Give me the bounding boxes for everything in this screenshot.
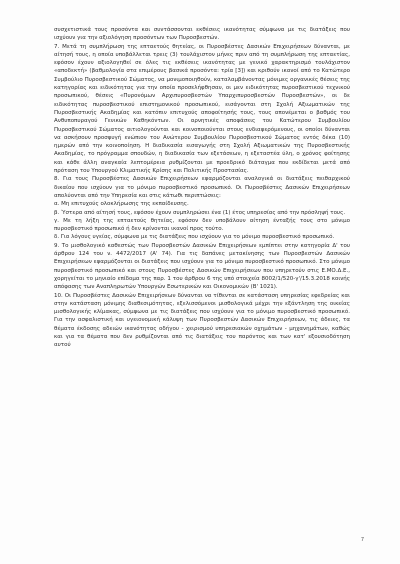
paragraph: γ. Με τη λήξη της επταετούς θητείας, εφόσον δεν υποβάλουν αίτηση ένταξής τους στο μόνιμο πυροσβεστικό προσωπικό ή δεν κρίνονται ικανοί προς τούτο. (54, 217, 350, 233)
paragraph: α. Μη επιτυχούς ολοκλήρωσης της εκπαίδευσης. (54, 201, 189, 208)
paragraph: δ. Για λόγους υγείας, σύμφωνα με τις διατάξεις που ισχύουν για το μόνιμο πυροσβεστικό προσωπικό. (54, 234, 335, 241)
paragraph: 10. Οι Πυροσβέστες Δασικών Επιχειρήσεων δύνανται να τίθενται σε κατάσταση υπηρεσίας εφεδρείας και στην κατάσταση μόνιμης διαθεσιμότητας, εξελισσόμενοι μισθολογικά μέχρι την εξάντληση της οικείας μισθολογικής κλίμακας, σύμφωνα με τις διατάξεις που ισχύουν για το μόνιμο πυροσβεστικό προσωπικό. Για την ασφαλιστική και υγειονομική κάλυψη των Πυροσβεστών Δασικών Επιχειρήσεων, τις άδειες, τα θέματα έκδοσης αδειών ικανότητας οδήγου - χειρισμού υπηρεσιακών οχημάτων - μηχανημάτων, καθώς και για τα θέματα που δεν ρυθμίζονται από τις διατάξεις του παρόντος και των κατ' εξουσιοδότηση αυτού (54, 292, 350, 349)
paragraph: συσχετιστικά τους προσόντα και συντάσσονται εκθέσεις ικανότητας σύμφωνα με τις διατάξεις που ισχύουν για την αξιολόγηση προσόντων των Πυροσβεστών. (54, 27, 350, 42)
page-number: 7 (360, 537, 364, 543)
document-body (54, 26, 350, 350)
paragraph: 7. Μετά τη συμπλήρωση της επταετούς θητείας, οι Πυροσβέστες Δασικών Επιχειρήσεων δύνανται, με αίτησή τους, η οποία υποβάλλεται τρεις (3) τουλάχιστον μήνες πριν από τη συμπλήρωση της επταετίας, εφόσον έχουν αξιολογηθεί σε όλες τις εκθέσεις ικανότητας με γενικό χαρακτηρισμό τουλάχιστον «αποδεκτή» (βαθμολογία στα επιμέρους βασικά προσόντα: τρία [3]) και κριθούν ικανοί από το Κατώτερο Συμβούλιο Πυροσβεστικού Σώματος, να μονιμοποιηθούν, καταλαμβάνοντας μόνιμες οργανικές θέσεις της κατηγορίας και ειδικότητας για την οποία προσελήφθησαν, οι μεν ειδικότητας πυροσβεστικού τεχνικού προσωπικού, θέσεις «Πυρονόμων Αρχιπυροσβεστών Υπαρχιπυροσβεστών Πυροσβεστών», οι δε ειδικότητας πυροσβεστικού επιστημονικού προσωπικού, εισάγονται στη Σχολή Αξιωματικών της Πυροσβεστικής Ακαδημίας και κατόπιν επιτυχούς αποφοίτησής τους, τους απονέμεται ο βαθμός του Ανθυποπυραγού Γενικών Καθηκόντων. Οι αρνητικές αποφάσεις του Κατώτερου Συμβουλίου Πυροσβεστικού Σώματος αιτιολογούνται και κοινοποιούνται στους ενδιαφερόμενους, οι οποίοι δύνανται να ασκήσουν προσφυγή ενώπιον του Ανώτερου Συμβουλίου Πυροσβεστικού Σώματος εντός δέκα (10) ημερών από την κοινοποίηση. Η διαδικασία εισαγωγής στη Σχολή Αξιωματικών της Πυροσβεστικής Ακαδημίας, το πρόγραμμα σπουδών, η διαδικασία των εξετάσεων, η εξεταστέα ύλη, ο χρόνος φοίτησης και κάθε άλλη αναγκαία λεπτομέρεια ρυθμίζονται με προεδρικό διάταγμα που εκδίδεται μετά από πρόταση του Υπουργού Κλιματικής Κρίσης και Πολιτικής Προστασίας. (54, 43, 350, 175)
paragraph: β. Ύστερα από αίτησή τους, εφόσον έχουν συμπληρώσει ένα (1) έτος υπηρεσίας από την πρόσληψή τους. (54, 209, 346, 216)
paragraph: 8. Για τους Πυροσβέστες Δασικών Επιχειρήσεων εφαρμόζονται αναλογικά οι διατάξεις πειθαρχικού δικαίου που ισχύουν για το μόνιμο πυροσβεστικό προσωπικό. Οι Πυροσβέστες Δασικών Επιχειρήσεων απολύονται από την Υπηρεσία και στις κάτωθι περιπτώσεις: (54, 176, 350, 199)
paragraph: 9. Το μισθολογικό καθεστώς των Πυροσβεστών Δασικών Επιχειρήσεων εμπίπτει στην κατηγορία Δ' του άρθρου 124 του ν. 4472/2017 (Α' 74). Για τις δαπάνες μετακίνησης των Πυροσβεστών Δασικών Επιχειρήσεων εφαρμόζονται οι διατάξεις που ισχύουν για το μόνιμο πυροσβεστικό προσωπικό. Στο μόνιμο πυροσβεστικό προσωπικό και στους Πυροσβέστες Δασικών Επιχειρήσεων που υπηρετούν στις Ε.ΜΟ.Δ.Ε., χορηγείται το μηνιαίο επίδομα της παρ. 1 του άρθρου 6 της υπό στοιχεία 8002/1/520-γ'/15.3.2018 κοινής απόφασης των Αναπληρωτών Υπουργών Εσωτερικών και Οικονομικών (Β' 1021). (54, 242, 350, 291)
